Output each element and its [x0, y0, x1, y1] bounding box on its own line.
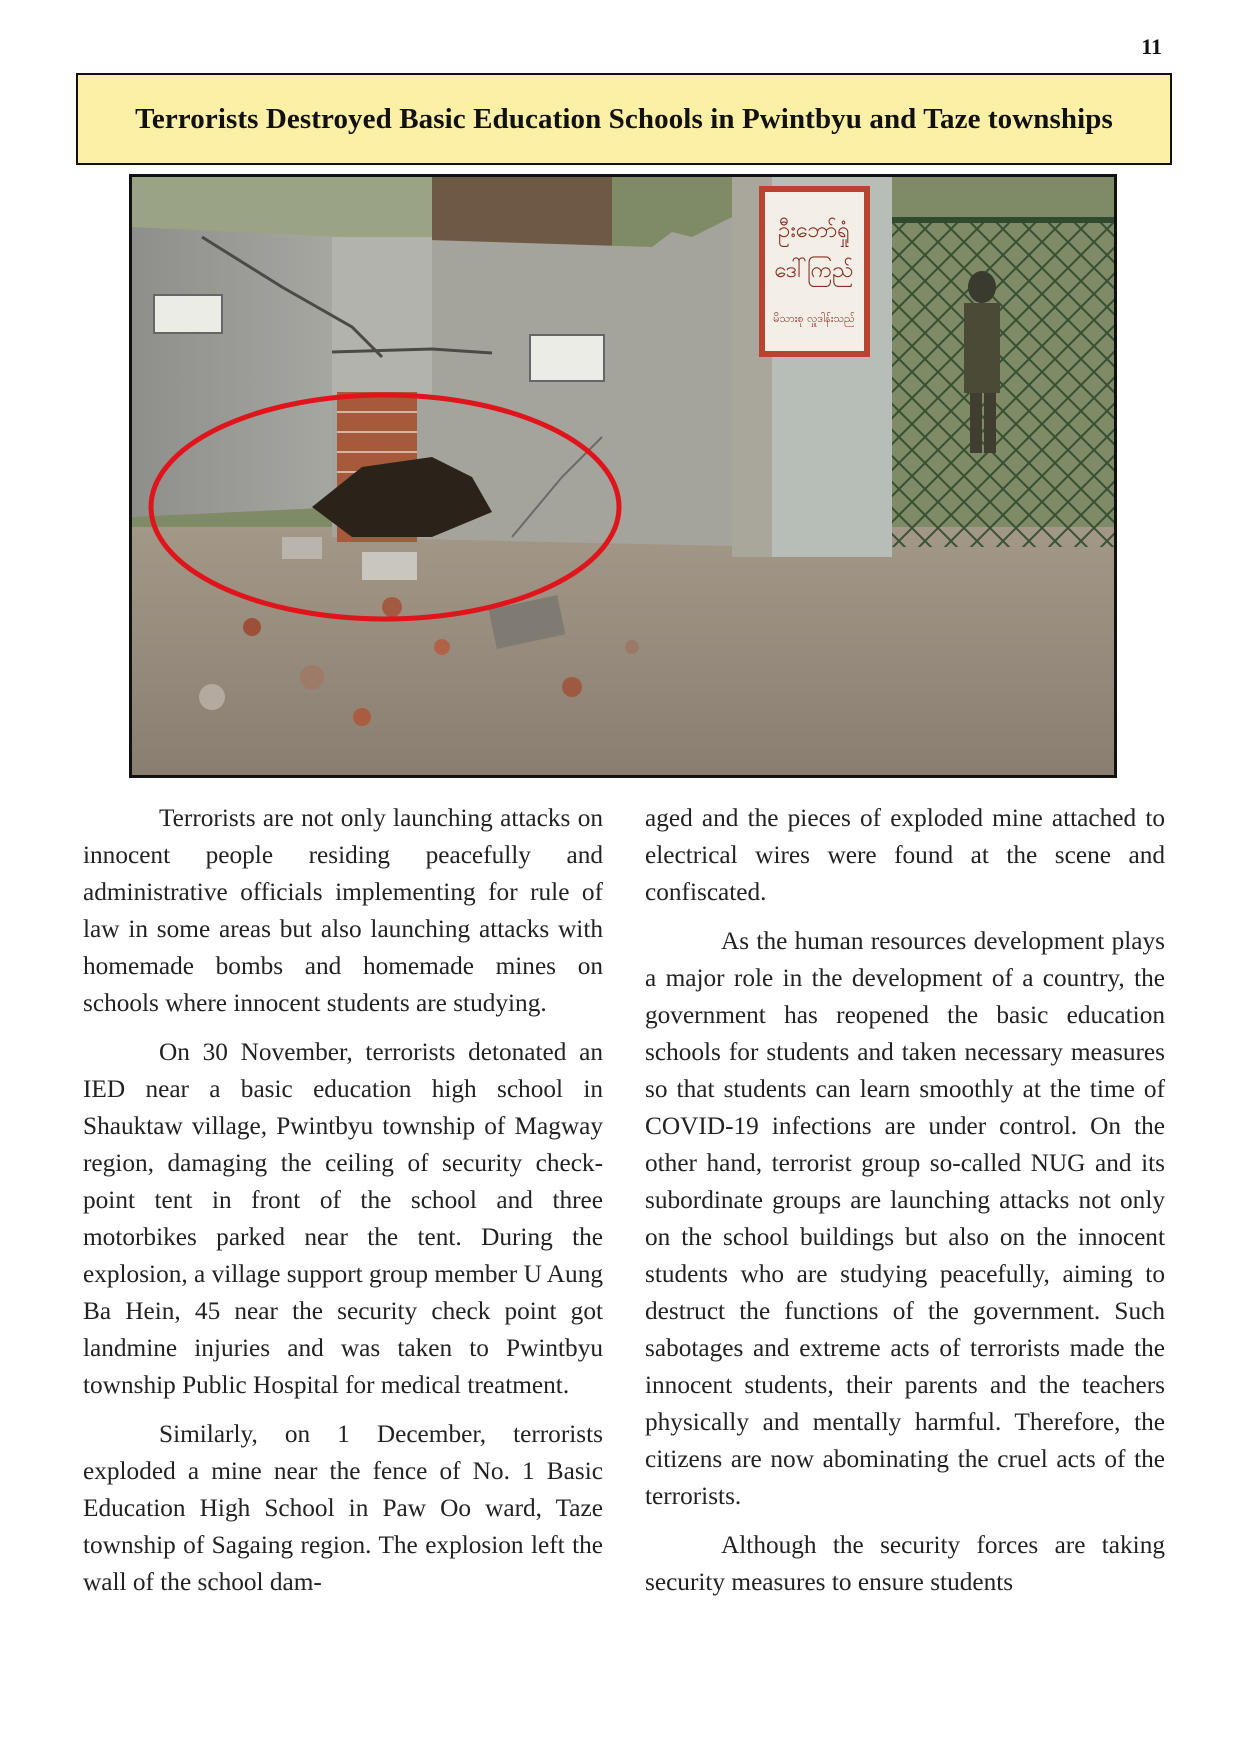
ground	[132, 527, 1114, 775]
paragraph: On 30 November, terrorists detonated an IED near a basic education high school in Shauktaw village, Pwintbyu township of Magway region, damaging the ceiling of security check-point tent in front of the school and three motorbikes parked near the tent. During the explosion, a village support group member U Aung Ba Hein, 45 near the security check point got landmine injuries and was taken to Pwintbyu township Public Hospital for medical treatment.	[83, 1038, 603, 1399]
article-column-right	[645, 800, 1165, 1613]
sign-line-1: ဦးဘော်ရှုံ	[778, 218, 850, 243]
person-figure	[968, 271, 996, 303]
article-column-left	[83, 800, 603, 1613]
page-number: 11	[1141, 34, 1162, 59]
paragraph: As the human resources development plays a major role in the development of a country, the government has reopened the basic education schools for students and taken necessary measures so that students can learn smoothly at the time of COVID-19 infections are under control. On the other hand, terrorist group so-called NUG and its subordinate groups are launching attacks not only on the school buildings but also on the innocent students who are studying peacefully, aiming to destruct the functions of the government. Such sabotages and extreme acts of terrorists made the innocent students, their parents and the teachers physically and mentally harmful. Therefore, the citizens are now abominating the cruel acts of the terrorists.	[645, 927, 1165, 1510]
article-photo	[129, 174, 1117, 778]
paragraph: Although the security forces are taking security measures to ensure students	[645, 1531, 1165, 1596]
article-title: Terrorists Destroyed Basic Education Schools in Pwintbyu and Taze townships	[135, 102, 1113, 135]
wall-plaque	[530, 335, 604, 381]
paragraph: Terrorists are not only launching attacks on innocent people residing peacefully and administrative officials implementing for rule of law in some areas but also launching attacks with homemade bombs and homemade mines on schools where innocent students are studying.	[83, 804, 603, 1017]
iron-gate	[892, 217, 1114, 547]
sign-line-3: မိသားစု လှူဒါန်းသည်	[773, 312, 855, 325]
wall-plaque	[154, 295, 222, 333]
paragraph: aged and the pieces of exploded mine attached to electrical wires were found at the scene and confiscated.	[645, 804, 1165, 906]
title-banner	[76, 73, 1172, 165]
paragraph: Similarly, on 1 December, terrorists exploded a mine near the fence of No. 1 Basic Education High School in Paw Oo ward, Taze township of Sagaing region. The explosion left the wall of the school dam-	[83, 1420, 603, 1596]
sign-line-2: ဒေါ်ကြည်	[774, 258, 854, 283]
